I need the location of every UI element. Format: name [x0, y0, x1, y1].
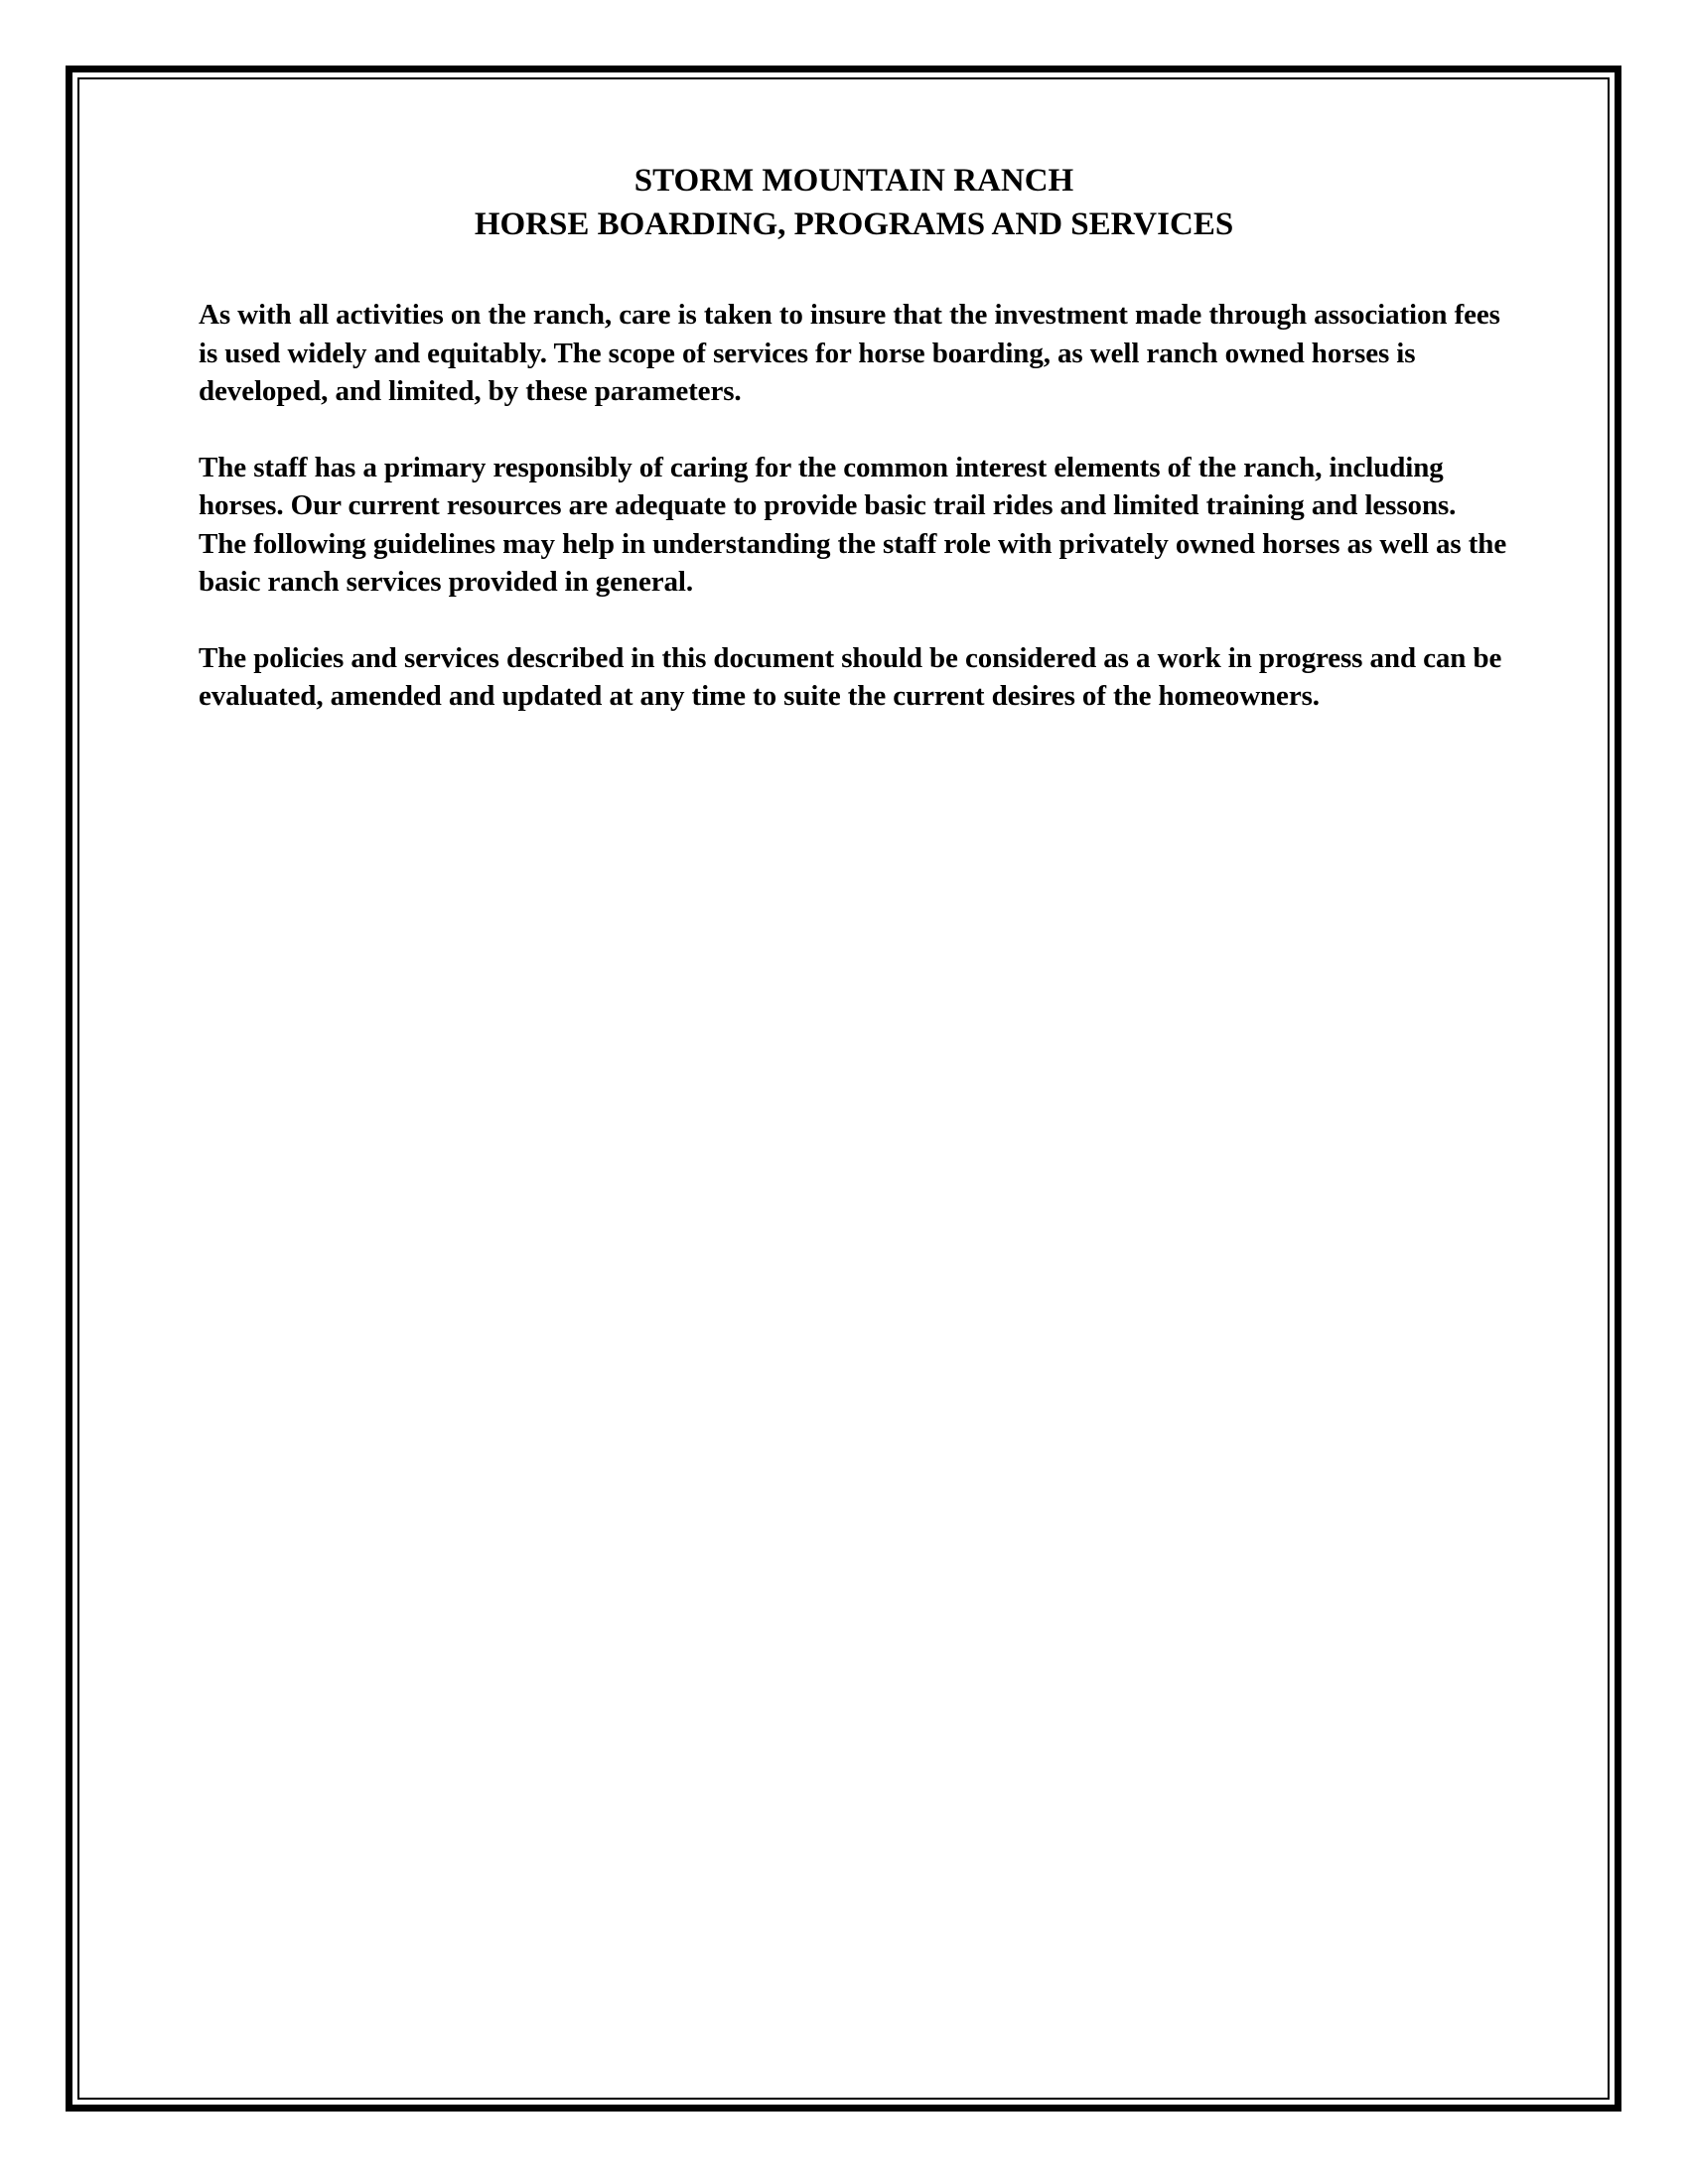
document-title [199, 159, 1509, 246]
document-body [199, 296, 1509, 716]
paragraph-3: The policies and services described in this document should be considered as a work in progress and can be evaluated, amended and updated at any time to suite the current desires of the homeowners. [199, 641, 1502, 712]
paragraph-1: As with all activities on the ranch, care is taken to insure that the investment made through association fees is used widely and equitably. The scope of services for horse boarding, as well ranch owned horses is developed, and limited, by these parameters. [199, 299, 1500, 407]
title-line-2: HORSE BOARDING, PROGRAMS AND SERVICES [474, 206, 1234, 242]
paragraph-2: The staff has a primary responsibly of caring for the common interest elements of the ranch, including horses. Our current resources are adequate to provide basic trail rides and limited training and lessons. The following guidelines may help in understanding the staff role with privately owned horses as well as the basic ranch services provided in general. [199, 451, 1507, 598]
document-content [199, 159, 1509, 753]
title-line-1: STORM MOUNTAIN RANCH [633, 163, 1074, 199]
